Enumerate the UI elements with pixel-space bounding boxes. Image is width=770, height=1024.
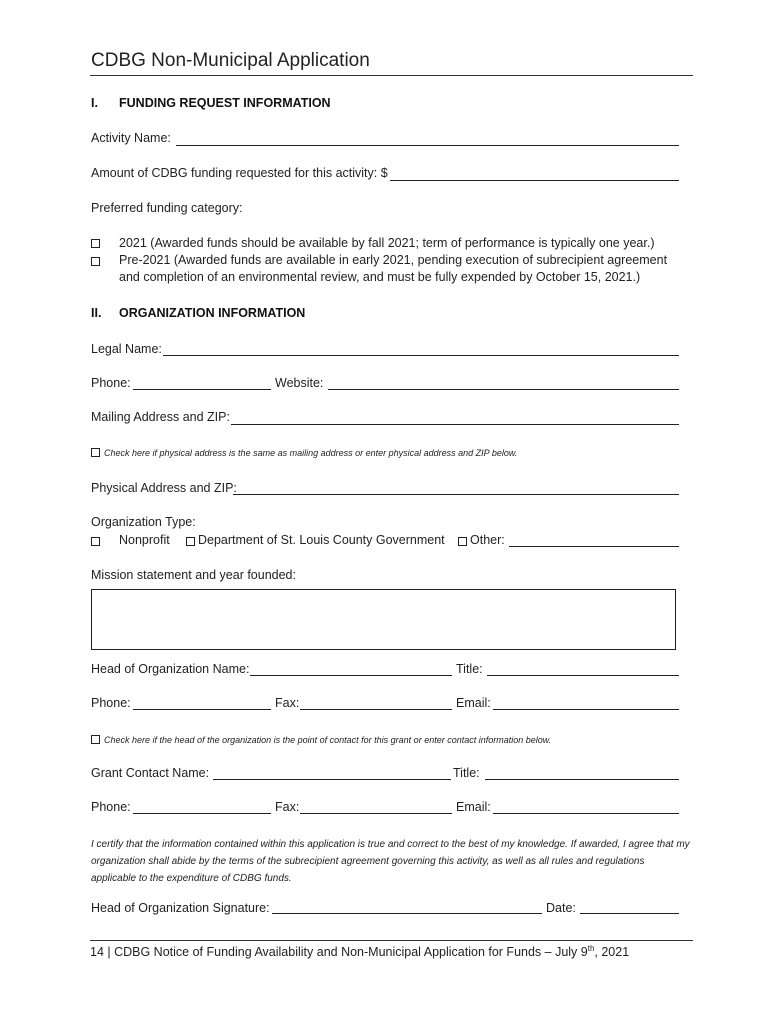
same-address-note-text: Check here if physical address is the same as mailing address or enter physical address and ZIP below. bbox=[104, 448, 518, 458]
nonprofit-label: Nonprofit bbox=[119, 533, 170, 547]
head-phone-label: Phone: bbox=[91, 696, 131, 710]
grant-contact-label: Grant Contact Name: bbox=[91, 766, 210, 780]
same-address-note bbox=[91, 448, 517, 458]
option-pre2021-label-cont: and completion of an environmental review, and must be fully expended by October 15, 2021.) bbox=[119, 270, 641, 284]
section-2-number: II. bbox=[91, 306, 102, 320]
contact-phone-field[interactable] bbox=[133, 813, 271, 814]
section-2-heading bbox=[91, 306, 305, 320]
contact-email-field[interactable] bbox=[493, 813, 679, 814]
website-label: Website: bbox=[275, 376, 324, 390]
contact-fax-label: Fax: bbox=[275, 800, 300, 814]
option-pre2021-checkbox[interactable] bbox=[91, 257, 100, 266]
amount-requested-field[interactable] bbox=[390, 180, 679, 181]
head-email-field[interactable] bbox=[493, 709, 679, 710]
physical-address-field[interactable] bbox=[233, 494, 679, 495]
legal-name-label: Legal Name: bbox=[91, 342, 162, 356]
option-2021-checkbox[interactable] bbox=[91, 239, 100, 248]
section-1-heading bbox=[91, 96, 331, 110]
footer-superscript: th bbox=[587, 944, 595, 953]
contact-email-label: Email: bbox=[456, 800, 491, 814]
legal-name-field[interactable] bbox=[163, 355, 679, 356]
option-2021-label: 2021 (Awarded funds should be available by fall 2021; term of performance is typically one year.) bbox=[119, 236, 655, 250]
signature-label: Head of Organization Signature: bbox=[91, 901, 270, 915]
footer-year: , 2021 bbox=[594, 945, 630, 960]
activity-name-label: Activity Name: bbox=[91, 131, 171, 145]
phone-field[interactable] bbox=[133, 389, 271, 390]
grant-contact-title-field[interactable] bbox=[485, 779, 679, 780]
head-name-field[interactable] bbox=[250, 675, 452, 676]
county-department-checkbox[interactable] bbox=[186, 537, 195, 546]
other-field[interactable] bbox=[509, 546, 679, 547]
certification-statement: I certify that the information contained within this application is true and correct to the best of my knowledge. If awarded, I agree that my organization shall abide by the terms of the subrecipient agreement governing this activity, as well as all rules and regulations applicable to the expenditure of CDBG funds. bbox=[91, 839, 690, 884]
contact-note-text: Check here if the head of the organization is the point of contact for this grant or enter contact information below. bbox=[104, 735, 552, 745]
organization-type-label: Organization Type: bbox=[91, 515, 196, 529]
head-email-label: Email: bbox=[456, 696, 491, 710]
page-footer bbox=[90, 944, 629, 959]
funding-category-label: Preferred funding category: bbox=[91, 201, 243, 215]
head-name-label: Head of Organization Name: bbox=[91, 662, 250, 676]
head-title-field[interactable] bbox=[487, 675, 679, 676]
head-fax-label: Fax: bbox=[275, 696, 300, 710]
phone-label: Phone: bbox=[91, 376, 131, 390]
date-label: Date: bbox=[546, 901, 576, 915]
nonprofit-checkbox[interactable] bbox=[91, 537, 100, 546]
section-1-title: FUNDING REQUEST INFORMATION bbox=[119, 96, 331, 110]
contact-fax-field[interactable] bbox=[300, 813, 452, 814]
other-label: Other: bbox=[470, 533, 505, 547]
footer-divider bbox=[90, 940, 693, 941]
grant-contact-title-label: Title: bbox=[453, 766, 480, 780]
title-divider bbox=[90, 75, 693, 76]
mailing-address-field[interactable] bbox=[231, 424, 679, 425]
amount-requested-label: Amount of CDBG funding requested for this activity: $ bbox=[91, 166, 388, 180]
page-title: CDBG Non-Municipal Application bbox=[91, 50, 370, 71]
mailing-address-label: Mailing Address and ZIP: bbox=[91, 410, 230, 424]
head-fax-field[interactable] bbox=[300, 709, 452, 710]
mission-statement-label: Mission statement and year founded: bbox=[91, 568, 296, 582]
footer-text: 14 | CDBG Notice of Funding Availability and Non-Municipal Application for Funds – July 9 bbox=[90, 945, 588, 960]
website-field[interactable] bbox=[328, 389, 679, 390]
contact-note bbox=[91, 735, 551, 745]
grant-contact-field[interactable] bbox=[213, 779, 451, 780]
option-pre2021-label: Pre-2021 (Awarded funds are available in early 2021, pending execution of subrecipient agreement bbox=[119, 253, 668, 267]
activity-name-field[interactable] bbox=[176, 145, 679, 146]
physical-address-label: Physical Address and ZIP: bbox=[91, 481, 237, 495]
contact-checkbox[interactable] bbox=[91, 735, 100, 744]
mission-statement-field[interactable] bbox=[91, 589, 676, 650]
head-title-label: Title: bbox=[456, 662, 483, 676]
signature-field[interactable] bbox=[272, 913, 542, 914]
date-field[interactable] bbox=[580, 913, 679, 914]
section-1-number: I. bbox=[91, 96, 98, 110]
same-address-checkbox[interactable] bbox=[91, 448, 100, 457]
other-checkbox[interactable] bbox=[458, 537, 467, 546]
section-2-title: ORGANIZATION INFORMATION bbox=[119, 306, 306, 320]
county-department-label: Department of St. Louis County Government bbox=[198, 533, 445, 547]
head-phone-field[interactable] bbox=[133, 709, 271, 710]
contact-phone-label: Phone: bbox=[91, 800, 131, 814]
